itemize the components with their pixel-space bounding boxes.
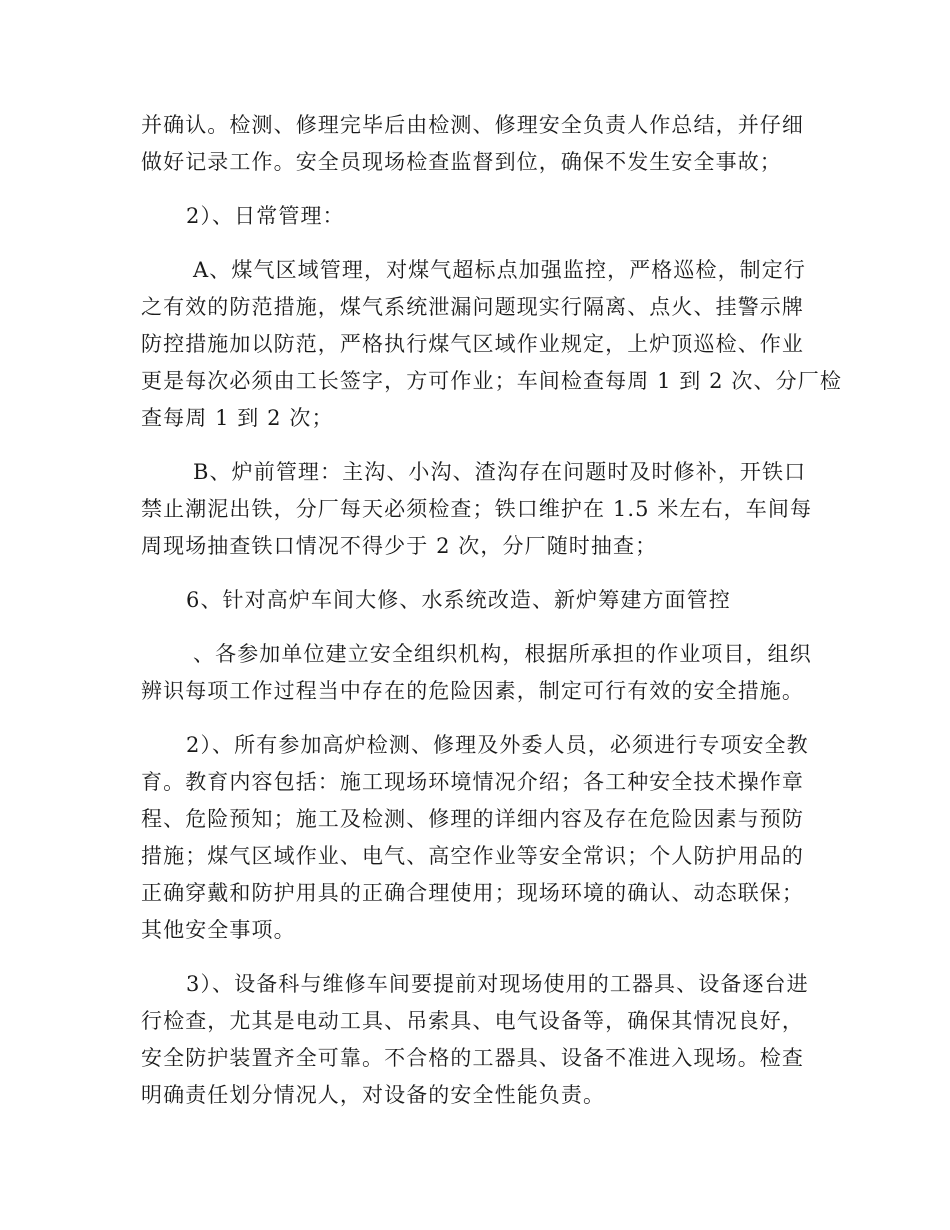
text-line: 措施；煤气区域作业、电气、高空作业等安全常识；个人防护用品的 (141, 844, 804, 868)
text-line: 2）、所有参加高炉检测、修理及外委人员，必须进行专项安全教 (186, 733, 809, 757)
text-line: 防控措施加以防范，严格执行煤气区域作业规定，上炉顶巡检、作业 (141, 332, 804, 356)
text-line: 查每周 1 到 2 次； (141, 406, 334, 430)
section-heading: 6、针对高炉车间大修、水系统改造、新炉筹建方面管控 (186, 588, 731, 612)
text-line: 并确认。检测、修理完毕后由检测、修理安全负责人作总结，并仔细 (141, 113, 804, 137)
text-line: B、炉前管理：主沟、小沟、渣沟存在问题时及时修补，开铁口 (193, 460, 807, 484)
text-line: 正确穿戴和防护用具的正确合理使用；现场环境的确认、动态联保； (141, 881, 804, 905)
text-line: A、煤气区域管理，对煤气超标点加强监控，严格巡检，制定行 (193, 258, 806, 282)
section-heading: 2）、日常管理： (186, 204, 345, 228)
text-line: 更是每次必须由工长签字，方可作业；车间检查每周 1 到 2 次、分厂检 (141, 369, 842, 393)
text-line: 周现场抽查铁口情况不得少于 2 次，分厂随时抽查； (141, 534, 658, 558)
text-line: 之有效的防范措施，煤气系统泄漏问题现实行隔离、点火、挂警示牌 (141, 295, 804, 319)
text-line: 3）、设备科与维修车间要提前对现场使用的工器具、设备逐台进 (186, 972, 809, 996)
text-line: 做好记录工作。安全员现场检查监督到位，确保不发生安全事故； (141, 150, 782, 174)
text-line: 其他安全事项。 (141, 918, 296, 942)
text-line: 行检查，尤其是电动工具、吊索具、电气设备等，确保其情况良好， (141, 1009, 804, 1033)
text-line: 禁止潮泥出铁，分厂每天必须检查；铁口维护在 1.5 米左右，车间每 (141, 497, 813, 521)
text-line: 辨识每项工作过程当中存在的危险因素，制定可行有效的安全措施。 (141, 679, 804, 703)
text-line: 、各参加单位建立安全组织机构，根据所承担的作业项目，组织 (193, 642, 812, 666)
text-line: 明确责任划分情况人，对设备的安全性能负责。 (141, 1083, 606, 1107)
text-line: 安全防护装置齐全可靠。不合格的工器具、设备不准进入现场。检查 (141, 1046, 804, 1070)
text-line: 育。教育内容包括：施工现场环境情况介绍；各工种安全技术操作章 (141, 770, 804, 794)
text-line: 程、危险预知；施工及检测、修理的详细内容及存在危险因素与预防 (141, 807, 804, 831)
